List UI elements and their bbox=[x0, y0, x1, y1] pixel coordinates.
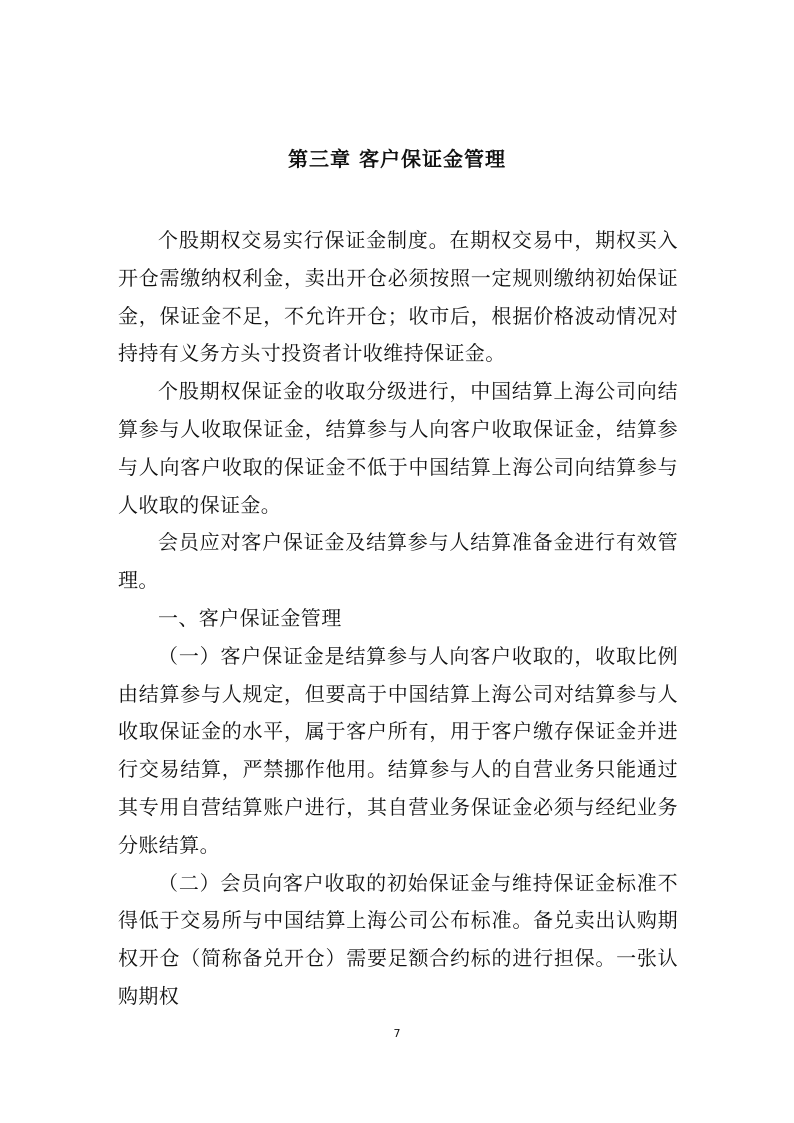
paragraph-tiered-collection: 个股期权保证金的收取分级进行，中国结算上海公司向结算参与人收取保证金，结算参与人向客户收取保证金，结算参与人向客户收取的保证金不低于中国结算上海公司向结算参与人收取的保证金。 bbox=[118, 379, 678, 517]
body-text bbox=[118, 222, 678, 1016]
paragraph-margin-system: 个股期权交易实行保证金制度。在期权交易中，期权买入开仓需缴纳权利金，卖出开仓必须按照一定规则缴纳初始保证金，保证金不足，不允许开仓；收市后，根据价格波动情况对持持有义务方头寸投资者计收维持保证金。 bbox=[118, 228, 678, 366]
paragraph-item-one: （一）客户保证金是结算参与人向客户收取的，收取比例由结算参与人规定，但要高于中国结算上海公司对结算参与人收取保证金的水平，属于客户所有，用于客户缴存保证金并进行交易结算，严禁挪作他用。结算参与人的自营业务只能通过其专用自营结算账户进行，其自营业务保证金必须与经纪业务分账结算。 bbox=[118, 643, 678, 857]
section-heading-client-margin: 一、客户保证金管理 bbox=[158, 605, 342, 630]
page-number: 7 bbox=[393, 1027, 401, 1040]
paragraph-item-two: （二）会员向客户收取的初始保证金与维持保证金标准不得低于交易所与中国结算上海公司公布标准。备兑卖出认购期权开仓（简称备兑开仓）需要足额合约标的进行担保。一张认购期权 bbox=[118, 870, 678, 1008]
chapter-title: 第三章 客户保证金管理 bbox=[288, 147, 506, 171]
paragraph-member-management: 会员应对客户保证金及结算参与人结算准备金进行有效管理。 bbox=[118, 530, 678, 593]
